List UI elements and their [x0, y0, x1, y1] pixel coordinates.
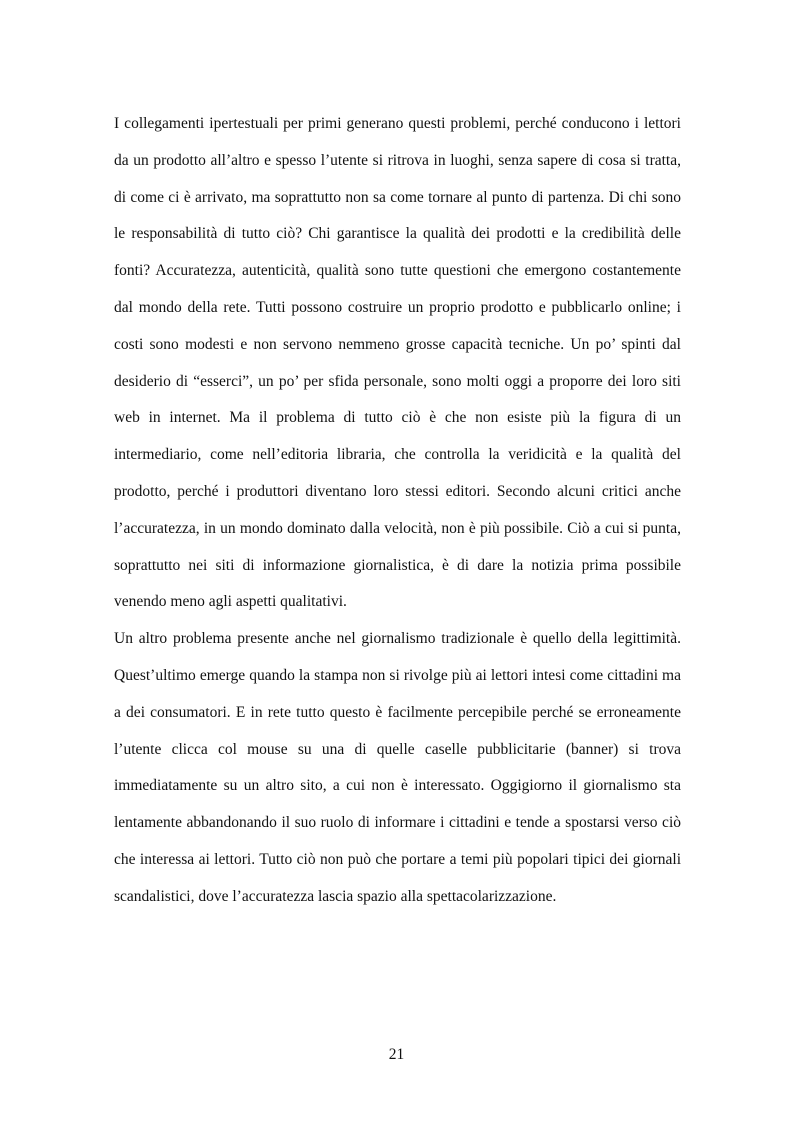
body-text — [114, 106, 681, 916]
paragraph-hyperlinks: I collegamenti ipertestuali per primi generano questi problemi, perché conducono i lettori da un prodotto all’altro e spesso l’utente si ritrova in luoghi, senza sapere di cosa si tratta, di come ci è arrivato, ma soprattutto non sa come tornare al punto di partenza. Di chi sono le responsabilità di tutto ciò? Chi garantisce la qualità dei prodotti e la credibilità delle fonti? Accuratezza, autenticità, qualità sono tutte questioni che emergono costantemente dal mondo della rete. Tutti possono costruire un proprio prodotto e pubblicarlo online; i costi sono modesti e non servono nemmeno grosse capacità tecniche. Un po’ spinti dal desiderio di “esserci”, un po’ per sfida personale, sono molti oggi a proporre dei loro siti web in internet. Ma il problema di tutto ciò è che non esiste più la figura di un intermediario, come nell’editoria libraria, che controlla la veridicità e la qualità del prodotto, perché i produttori diventano loro stessi editori. Secondo alcuni critici anche l’accuratezza, in un mondo dominato dalla velocità, non è più possibile. Ciò a cui si punta, soprattutto nei siti di informazione giornalistica, è di dare la notizia prima possibile venendo meno agli aspetti qualitativi. — [114, 115, 681, 611]
paragraph-legitimacy: Un altro problema presente anche nel giornalismo tradizionale è quello della legittimità. Quest’ultimo emerge quando la stampa non si rivolge più ai lettori intesi come cittadini ma a dei consumatori. E in rete tutto questo è facilmente percepibile perché se erroneamente l’utente clicca col mouse su una di quelle caselle pubblicitarie (banner) si trova immediatamente su un altro sito, a cui non è interessato. Oggigiorno il giornalismo sta lentamente abbandonando il suo ruolo di informare i cittadini e tende a spostarsi verso ciò che interessa ai lettori. Tutto ciò non può che portare a temi più popolari tipici dei giornali scandalistici, dove l’accuratezza lascia spazio alla spettacolarizzazione. — [114, 630, 681, 905]
page-number: 21 — [388, 1046, 405, 1063]
